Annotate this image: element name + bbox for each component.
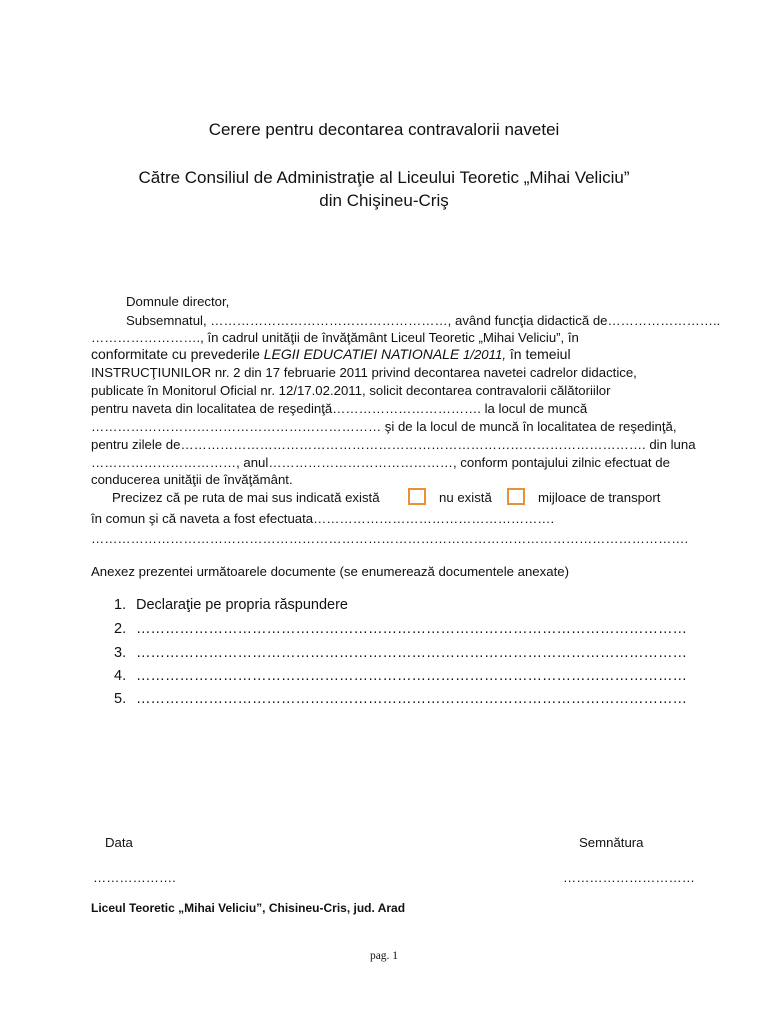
list-item-number: 1. xyxy=(114,597,127,613)
list-item-number: 4. xyxy=(114,668,127,684)
transport-question: Precizez că pe ruta de mai sus indicată există xyxy=(112,490,380,505)
list-item-number: 2. xyxy=(114,621,127,637)
body-line-13: ………………………………………………………………………………………………………………………. xyxy=(91,531,689,546)
body-line-8: pentru zilele de……………………………………………………………………………………………. din luna xyxy=(91,437,696,452)
list-item xyxy=(114,691,687,707)
body-line-2: ……………………., în cadrul unităţii de învăţământ Liceul Teoretic „Mihai Veliciu”, în xyxy=(91,330,579,345)
body-line-9: ……………………………, anul……………………………………, conform pontajului zilnic efectuat de xyxy=(91,455,670,470)
transport-label: mijloace de transport xyxy=(538,490,661,505)
footer-institution: Liceul Teoretic „Mihai Veliciu”, Chisineu-Cris, jud. Arad xyxy=(91,901,406,915)
document-title: Cerere pentru decontarea contravalorii navetei xyxy=(208,120,560,139)
body-line-7: ………………………………………………………… şi de la locul de muncă în localitatea de reşedinţă, xyxy=(91,419,677,434)
body-line-4: INSTRUCŢIUNILOR nr. 2 din 17 februarie 2011 privind decontarea navetei cadrelor didactice, xyxy=(91,365,637,380)
page-number: pag. 1 xyxy=(369,950,399,962)
body-line-10: conducerea unităţii de învăţământ. xyxy=(91,472,293,487)
body-line-3-start: conformitate cu prevederile xyxy=(91,346,264,362)
law-name: LEGII EDUCATIEI NATIONALE xyxy=(263,346,460,362)
list-item xyxy=(114,597,348,613)
list-item xyxy=(114,645,687,661)
body-line-6: pentru naveta din localitatea de reşedinţă……………………………. la locul de muncă xyxy=(91,401,588,416)
body-line-5: publicate în Monitorul Oficial nr. 12/17.02.2011, solicit decontarea contravalorii călătoriilor xyxy=(91,383,611,398)
list-item-text: Declaraţie pe propria răspundere xyxy=(136,597,348,613)
not-exists-label: nu există xyxy=(439,490,492,505)
salutation: Domnule director, xyxy=(126,294,230,309)
list-item-text: …………………………………………………………………………………………………… xyxy=(136,691,687,707)
body-line-12: în comun şi că naveta a fost efectuata………………………………………………. xyxy=(91,511,555,526)
list-item-text: …………………………………………………………………………………………………… xyxy=(136,668,687,684)
exists-checkbox[interactable] xyxy=(408,488,426,505)
list-item-number: 3. xyxy=(114,645,127,661)
law-number: 1/2011, xyxy=(459,347,506,362)
annex-intro: Anexez prezentei următoarele documente (se enumerează documentele anexate) xyxy=(91,564,569,579)
list-item-text: …………………………………………………………………………………………………… xyxy=(136,621,687,637)
list-item-text: …………………………………………………………………………………………………… xyxy=(136,645,687,661)
signature-label: Semnătura xyxy=(579,835,644,850)
date-label: Data xyxy=(105,835,133,850)
body-line-1: Subsemnatul, ………………………………………………, având funcţia didactică de…………………….. xyxy=(126,313,721,328)
list-item xyxy=(114,621,687,637)
addressee-line-2: din Chişineu-Criş xyxy=(319,191,449,210)
body-line-3 xyxy=(91,346,571,364)
signature-field[interactable]: ………………………… xyxy=(563,870,695,885)
addressee-line-1: Către Consiliul de Administraţie al Liceului Teoretic „Mihai Veliciu” xyxy=(138,168,630,187)
date-field[interactable]: ………………. xyxy=(93,870,176,885)
list-item xyxy=(114,668,687,684)
body-line-3-end: în temeiul xyxy=(505,346,571,362)
not-exists-checkbox[interactable] xyxy=(507,488,525,505)
list-item-number: 5. xyxy=(114,691,127,707)
